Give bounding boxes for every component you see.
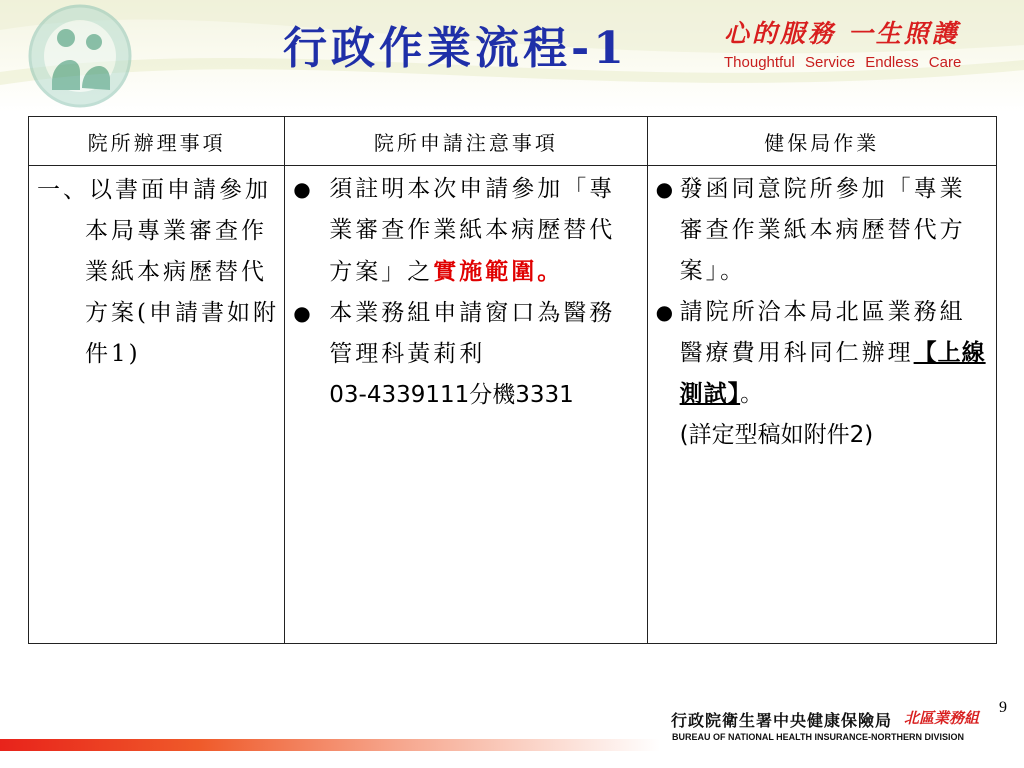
- bullet-icon: ●: [655, 300, 677, 324]
- note-item-2-text: 本業務組申請窗口為醫務管理科黃莉利: [329, 300, 616, 367]
- page-number: 9: [999, 699, 1007, 716]
- footer-division-chinese: 北區業務組: [904, 709, 980, 727]
- table-row: [29, 166, 997, 644]
- bureau-item-1-text: 發函同意院所參加「專業審查作業紙本病歷替代方案」。: [679, 176, 966, 284]
- column-header-application-notes: 院所申請注意事項: [285, 117, 647, 166]
- slogan-chinese: 心的服務 一生照護: [724, 19, 960, 48]
- note-item-1-text: 須註明本次申請參加「專業審查作業紙本病歷替代方案」之: [329, 176, 616, 285]
- list-item: [656, 292, 990, 456]
- list-item: [656, 169, 990, 292]
- bureau-item-2-end: 。: [740, 381, 767, 407]
- process-table: [28, 116, 997, 644]
- column-header-clinic-task: 院所辦理事項: [29, 117, 285, 166]
- online-test-link[interactable]: 【上線測試】: [679, 340, 986, 407]
- cell-clinic-task: [29, 166, 285, 644]
- bullet-icon: ●: [293, 301, 314, 325]
- footer-accent-bar: [0, 739, 660, 751]
- list-item: [293, 169, 640, 293]
- cell-application-notes: [285, 166, 647, 644]
- bureau-item-2-text: 請院所洽本局北區業務組醫療費用科同仁辦理: [679, 299, 966, 366]
- slide-title: 行政作業流程-1: [283, 23, 628, 74]
- cell-bureau-task: [647, 166, 996, 644]
- bullet-icon: ●: [293, 177, 314, 201]
- footer-organization-english: BUREAU OF NATIONAL HEALTH INSURANCE-NORTHERN DIVISION: [672, 732, 964, 742]
- bureau-item-2-note: (詳定型稿如附件2): [679, 422, 874, 448]
- column-header-bureau-task: 健保局作業: [647, 117, 996, 166]
- bullet-icon: ●: [655, 177, 677, 201]
- table-header-row: [29, 117, 997, 166]
- clinic-task-text: 一、以書面申請參加本局專業審查作業紙本病歷替代方案(申請書如附件1): [37, 177, 279, 367]
- list-item: [293, 293, 640, 416]
- contact-phone: 03-4339111分機3331: [329, 382, 574, 408]
- footer-organization-chinese: 行政院衛生署中央健康保險局: [671, 711, 893, 730]
- note-item-1-emphasis: 實施範圍。: [433, 258, 564, 285]
- organization-logo-icon: [22, 2, 152, 110]
- slogan-english: Thoughtful Service Endless Care: [724, 54, 962, 71]
